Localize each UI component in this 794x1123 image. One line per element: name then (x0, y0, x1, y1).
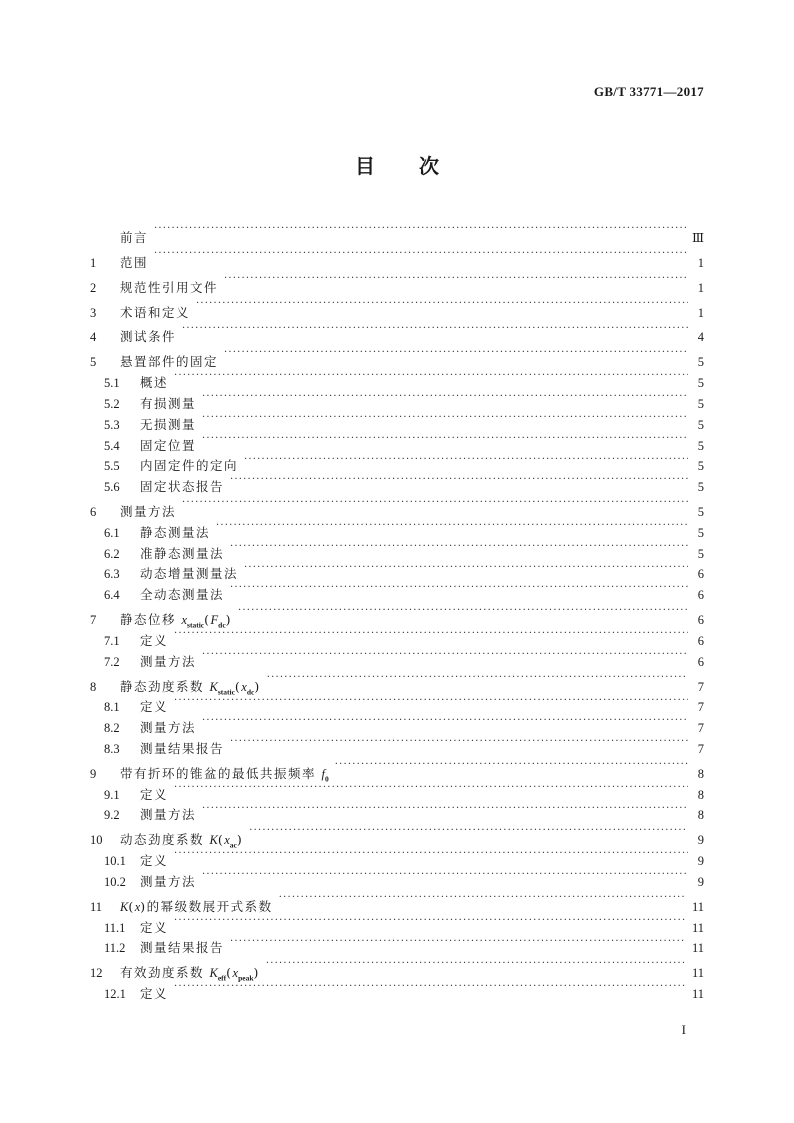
toc-leader-dots (202, 387, 688, 408)
toc-entry-page: 4 (697, 330, 704, 345)
toc-leader-dots (196, 292, 688, 317)
toc-entry-number: 5.5 (104, 459, 120, 474)
toc-entry-page: 7 (697, 721, 704, 736)
toc-entry-page: 5 (697, 417, 704, 432)
toc-entry-number: 6 (90, 505, 97, 520)
toc-entry-label: 固定状态报告 (140, 479, 225, 495)
toc-leader-dots (267, 666, 688, 691)
toc-leader-dots (202, 429, 688, 450)
toc-entry-label: 测量方法 (120, 504, 177, 520)
toc-entry-number: 11.1 (104, 920, 126, 935)
toc-entry-number: 8 (90, 679, 97, 694)
toc-entry-page: 1 (697, 280, 704, 295)
toc-entry-label: 固定位置 (140, 437, 197, 453)
toc-leader-dots (154, 242, 688, 267)
toc-leader-dots (174, 977, 686, 998)
toc-entry-page: 11 (691, 941, 704, 956)
page-number: I (681, 1022, 686, 1037)
toc-entry-label: 有效劲度系数 $K_{eff}(x_{peak})$ (120, 965, 260, 983)
toc-leader-dots (238, 599, 688, 624)
toc-entry-page: 5 (697, 438, 704, 453)
toc-entry-page: 6 (697, 588, 704, 603)
toc-entry-label: 静态测量法 (140, 524, 211, 540)
toc-entry-number: 11.2 (104, 941, 126, 956)
toc-entry-label: 全动态测量法 (140, 587, 225, 603)
toc-entry-page: 5 (697, 505, 704, 520)
toc-leader-dots (279, 886, 686, 911)
toc-entry[interactable] (90, 317, 704, 345)
toc-entry-page: 8 (697, 808, 704, 823)
toc-entry-number: 5.6 (104, 480, 120, 495)
toc-leader-dots (244, 558, 688, 579)
toc-entry-number: 5.4 (104, 438, 120, 453)
toc-entry[interactable] (90, 711, 704, 736)
toc-entry-label: 测量方法 (140, 653, 197, 669)
toc-entry-number: 10.1 (104, 854, 126, 869)
toc-entry-label: 有损测量 (140, 395, 197, 411)
toc-entry[interactable] (90, 366, 704, 391)
toc-entry-label: 定义 (140, 786, 169, 802)
toc-entry-label: 定义 (140, 919, 169, 935)
toc-entry-page: 5 (697, 396, 704, 411)
toc-entry-page: 1 (697, 305, 704, 320)
toc-leader-dots (249, 819, 688, 844)
toc-entry-number: 7.2 (104, 654, 120, 669)
toc-entry-page: 5 (697, 355, 704, 370)
toc-leader-dots (244, 450, 688, 471)
toc-entry-label: 动态劲度系数 $K(x_{ac})$ (120, 832, 244, 850)
toc-entry-number: 6.1 (104, 525, 120, 540)
toc-leader-dots (224, 267, 688, 292)
toc-entry-number: 6.2 (104, 546, 120, 561)
toc-leader-dots (202, 645, 688, 666)
toc-entry-label: 悬置部件的固定 (120, 354, 219, 370)
toc-entry-number: 2 (90, 280, 97, 295)
toc-entry-number: 11 (90, 899, 103, 914)
toc-leader-dots (230, 470, 688, 491)
toc-entry-page: 5 (697, 480, 704, 495)
toc-entry-page: 7 (697, 679, 704, 694)
toc-entry[interactable] (90, 242, 704, 270)
toc-entry[interactable] (90, 778, 704, 802)
toc-entry[interactable] (90, 387, 704, 411)
toc-entry-label: 概述 (140, 375, 169, 391)
toc-entry-page: 9 (697, 874, 704, 889)
toc-entry-page: 11 (691, 966, 704, 981)
toc-entry[interactable] (90, 217, 704, 245)
toc-leader-dots (174, 691, 688, 712)
toc-entry-label: 测量方法 (140, 720, 197, 736)
toc-entry-number: 5.2 (104, 396, 120, 411)
toc-entry-number: 8.1 (104, 700, 120, 715)
toc-entry-page: 11 (691, 899, 704, 914)
toc-entry-label: 动态增量测量法 (140, 566, 239, 582)
toc-entry-number: 10 (90, 833, 103, 848)
toc-entry-page: 5 (697, 376, 704, 391)
toc-leader-dots (154, 217, 686, 242)
toc-entry-page: 9 (697, 854, 704, 869)
toc-entry[interactable] (90, 516, 704, 540)
toc-entry-number: 3 (90, 305, 97, 320)
toc-entry[interactable] (90, 799, 704, 823)
toc-entry-number: 1 (90, 255, 97, 270)
toc-entry-page: 6 (697, 654, 704, 669)
toc-entry-number: 5.1 (104, 376, 120, 391)
toc-entry-label: 前言 (120, 229, 149, 245)
toc-entry-label: 术语和定义 (120, 304, 191, 320)
toc-entry-label: 内固定件的定向 (140, 458, 239, 474)
toc-entry-number: 6.3 (104, 567, 120, 582)
toc-entry-number: 4 (90, 330, 97, 345)
toc-entry-page: 8 (697, 766, 704, 781)
toc-entry-number: 12.1 (104, 987, 126, 1002)
toc-entry-label: 测量结果报告 (140, 740, 225, 756)
toc-entry-label: 定义 (140, 699, 169, 715)
toc-entry-number: 8.2 (104, 721, 120, 736)
toc-entry[interactable] (90, 341, 704, 370)
standard-code: GB/T 33771—2017 (593, 84, 704, 99)
toc-entry-label: 静态位移 $x_{static}(F_{dc})$ (120, 612, 233, 630)
toc-entry-page: 9 (697, 833, 704, 848)
toc-entry-label: K(x)的幂级数展开式系数 (120, 898, 273, 914)
toc-leader-dots (202, 711, 688, 732)
toc-entry-label: 静态劲度系数 $K_{static}(x_{dc})$ (120, 678, 261, 697)
toc-leader-dots (230, 537, 688, 558)
page-title: 目次 (355, 154, 483, 178)
toc-entry-page: 5 (697, 525, 704, 540)
toc-entry-page: 1 (697, 255, 704, 270)
toc-leader-dots (230, 732, 688, 753)
toc-leader-dots (230, 932, 686, 953)
toc-entry-number: 9 (90, 766, 97, 781)
toc-entry-page: 11 (691, 987, 704, 1002)
toc-leader-dots (266, 952, 686, 977)
toc-entry-number: 5 (90, 355, 97, 370)
toc-leader-dots (202, 865, 688, 886)
toc-leader-dots (174, 778, 688, 799)
toc-entry-label: 测量方法 (140, 807, 197, 823)
toc-entry-page: 6 (697, 613, 704, 628)
toc-entry[interactable] (90, 645, 704, 669)
toc-entry-number: 6.4 (104, 588, 120, 603)
toc-entry-label: 定义 (140, 986, 169, 1002)
toc-entry[interactable] (90, 932, 704, 956)
toc-entry-label: 规范性引用文件 (120, 279, 219, 295)
toc-leader-dots (216, 516, 688, 537)
toc-entry-page: 6 (697, 633, 704, 648)
toc-leader-dots (174, 366, 688, 387)
toc-entry-label: 测试条件 (120, 329, 177, 345)
toc-entry-page: 8 (697, 787, 704, 802)
toc-leader-dots (174, 844, 688, 865)
toc-leader-dots (224, 341, 688, 366)
toc-leader-dots (174, 911, 686, 932)
toc-leader-dots (202, 799, 688, 820)
toc-entry-label: 带有折环的锥盆的最低共振频率 $f_0$ (120, 765, 329, 784)
toc-entry[interactable] (90, 267, 704, 295)
toc-entry-number: 7 (90, 613, 97, 628)
toc-entry[interactable] (90, 624, 704, 648)
toc-leader-dots (182, 491, 688, 516)
toc-entry[interactable] (90, 865, 704, 889)
toc-entry-label: 测量结果报告 (140, 940, 225, 956)
toc-entry-page: Ⅲ (691, 230, 704, 245)
toc-entry[interactable] (90, 911, 704, 935)
toc-entry[interactable] (90, 844, 704, 869)
toc-entry-number: 7.1 (104, 633, 120, 648)
toc-entry-number: 12 (90, 966, 103, 981)
toc-entry-number: 5.3 (104, 417, 120, 432)
toc-entry-page: 7 (697, 700, 704, 715)
toc-leader-dots (174, 624, 688, 645)
toc-entry-page: 7 (697, 741, 704, 756)
toc-entry-number: 9.1 (104, 787, 120, 802)
toc-entry-number: 8.3 (104, 741, 120, 756)
toc-entry-label: 范围 (120, 254, 149, 270)
toc-entry-number: 9.2 (104, 808, 120, 823)
toc-entry[interactable] (90, 977, 704, 1002)
toc-entry-label: 无损测量 (140, 416, 197, 432)
toc-entry-label: 准静态测量法 (140, 545, 225, 561)
toc-leader-dots (230, 578, 688, 599)
toc-entry-label: 定义 (140, 632, 169, 648)
toc-entry-number: 10.2 (104, 874, 126, 889)
toc-entry-page: 11 (691, 920, 704, 935)
toc-leader-dots (335, 753, 688, 778)
toc-leader-dots (202, 408, 688, 429)
toc-entry-label: 测量方法 (140, 873, 197, 889)
toc-entry-page: 6 (697, 567, 704, 582)
toc-entry[interactable] (90, 491, 704, 520)
toc-entry-page: 5 (697, 546, 704, 561)
toc-entry[interactable] (90, 691, 704, 715)
toc-entry-page: 5 (697, 459, 704, 474)
table-of-contents (90, 217, 704, 1002)
toc-leader-dots (182, 317, 688, 342)
toc-entry-label: 定义 (140, 853, 169, 869)
